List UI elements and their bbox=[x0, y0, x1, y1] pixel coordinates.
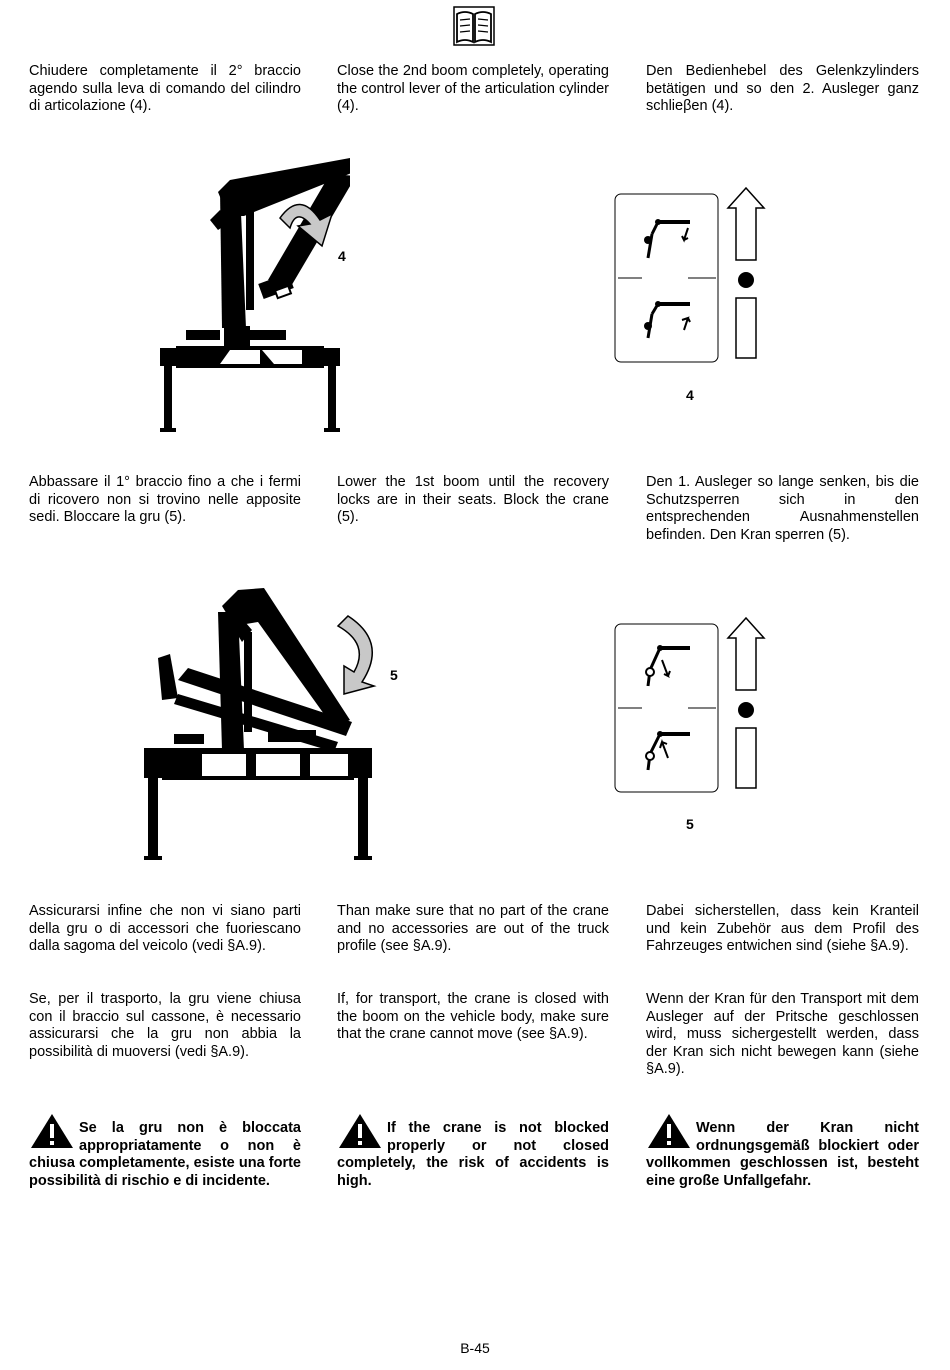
figure-label-step5: 5 bbox=[390, 667, 398, 683]
section4-text-en: If, for transport, the crane is closed with the boom on the vehicle body, make sure that the crane cannot move (see §A.9). bbox=[337, 991, 609, 1042]
control-label-step5: 5 bbox=[686, 816, 694, 832]
warning-text-en: If the crane is not blocked properly or not closed completely, the risk of accidents is high. bbox=[337, 1120, 609, 1189]
warning-triangle-icon bbox=[646, 1112, 692, 1150]
warning-triangle-icon bbox=[29, 1112, 75, 1150]
section2-text-it: Abbassare il 1° braccio fino a che i fermi di ricovero non si trovino nelle apposite sedi. Bloccare la gru (5). bbox=[29, 474, 301, 525]
control-lever-diagram-step4 bbox=[612, 186, 772, 366]
warning-en bbox=[337, 1120, 609, 1190]
section4-text-de: Wenn der Kran für den Transport mit dem Ausleger auf der Pritsche geschlossen wird, muss sichergestellt werden, dass der Kran sich nicht bewegen kann (siehe §A.9). bbox=[646, 991, 919, 1077]
control-lever-diagram-step5 bbox=[612, 616, 772, 796]
section4-text-it: Se, per il trasporto, la gru viene chiusa con il braccio sul cassone, è necessario assicurarsi che la gru non abbia la possibilità di muoversi (vedi §A.9). bbox=[29, 991, 301, 1060]
section1-text-en: Close the 2nd boom completely, operating the control lever of the articulation cylinder (4). bbox=[337, 63, 609, 114]
manual-book-icon bbox=[453, 6, 495, 46]
warning-it bbox=[29, 1120, 301, 1190]
section3-text-de: Dabei sicherstellen, dass kein Kranteil und kein Zubehör aus dem Profil des Fahrzeuges entwichen sind (siehe §A.9). bbox=[646, 903, 919, 954]
crane-figure-step5 bbox=[138, 582, 388, 867]
figure-label-step4: 4 bbox=[338, 248, 346, 264]
section2-text-de: Den 1. Ausleger so lange senken, bis die Schutzsperren sich in den entsprechenden Ausnahmenstellen befinden. Den Kran sperren (5). bbox=[646, 474, 919, 543]
control-label-step4: 4 bbox=[686, 387, 694, 403]
warning-text-de: Wenn der Kran nicht ordnungsgemäß blockiert oder vollkommen geschlossen ist, besteht eine große Unfallgefahr. bbox=[646, 1120, 919, 1189]
crane-figure-step4 bbox=[150, 150, 350, 440]
section1-text-it: Chiudere completamente il 2° braccio agendo sulla leva di comando del cilindro di articolazione (4). bbox=[29, 63, 301, 114]
page-number: B-45 bbox=[460, 1340, 490, 1356]
warning-triangle-icon bbox=[337, 1112, 383, 1150]
warning-de bbox=[646, 1120, 919, 1190]
warning-text-it: Se la gru non è bloccata appropriatamente o non è chiusa completamente, esiste una forte possibilità di rischio e di incidente. bbox=[29, 1120, 301, 1189]
section3-text-en: Than make sure that no part of the crane and no accessories are out of the truck profile (see §A.9). bbox=[337, 903, 609, 954]
section1-text-de: Den Bedienhebel des Gelenkzylinders betätigen und so den 2. Ausleger ganz schlieβen (4). bbox=[646, 63, 919, 114]
section2-text-en: Lower the 1st boom until the recovery locks are in their seats. Block the crane (5). bbox=[337, 474, 609, 525]
section3-text-it: Assicurarsi infine che non vi siano parti della gru o di accessori che fuoriescano dalla sagoma del veicolo (vedi §A.9). bbox=[29, 903, 301, 954]
